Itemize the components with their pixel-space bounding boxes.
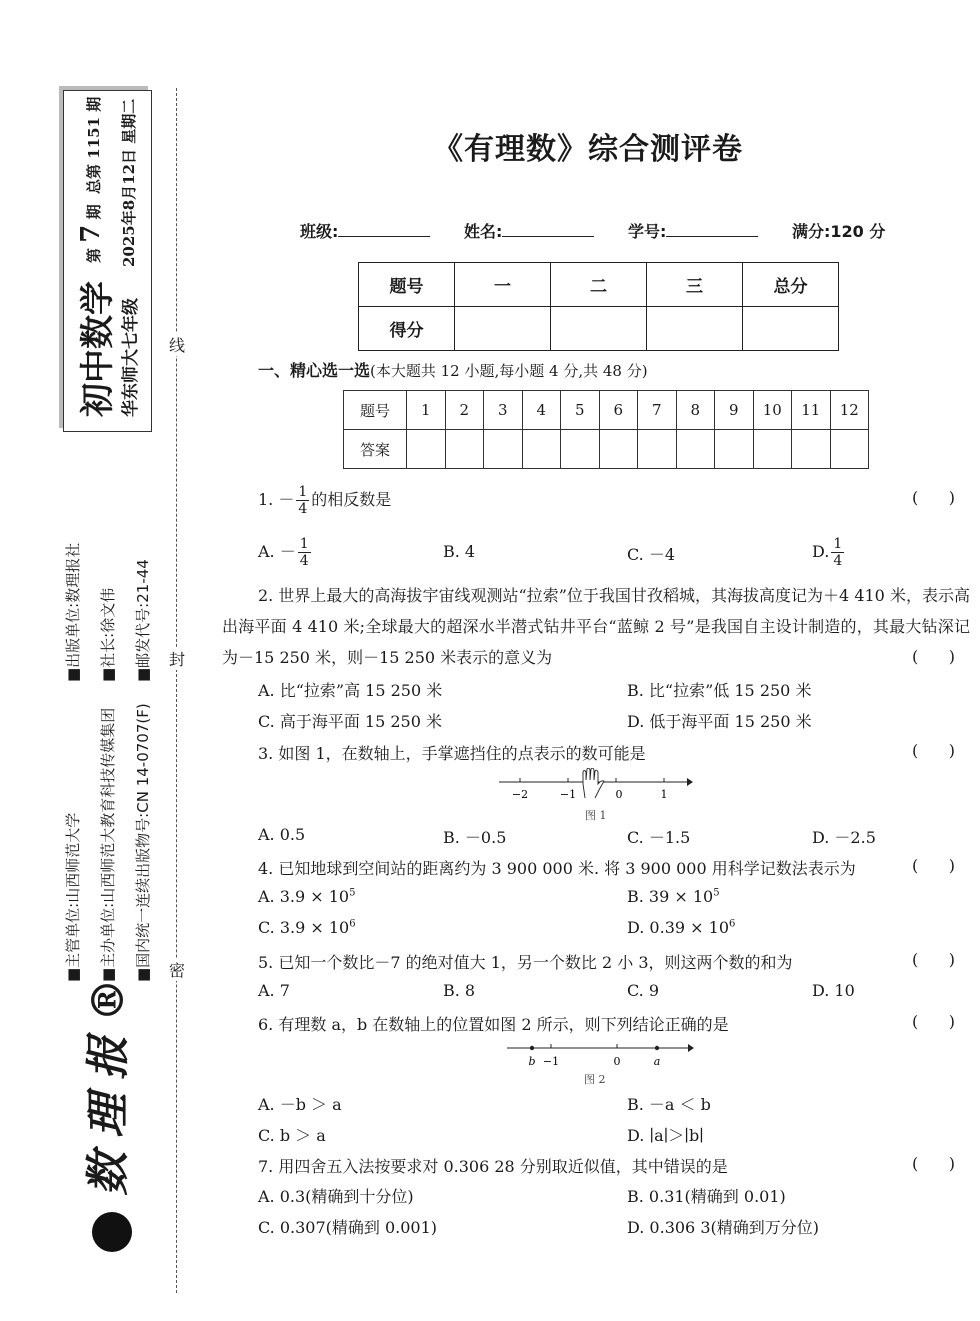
score-row-label: 得分 xyxy=(359,307,455,351)
info-postal-code: ■邮发代号:21-44 xyxy=(134,559,152,682)
score-cell[interactable] xyxy=(455,307,551,351)
issue-suffix: 期 xyxy=(85,204,103,220)
q3-option-a[interactable]: A. 0.5 xyxy=(258,825,306,844)
section-title: 一、精心选一选 xyxy=(258,361,371,380)
page-title: 《有理数》综合测评卷 xyxy=(433,132,743,167)
issue-prefix: 第 xyxy=(85,247,103,263)
score-header-cell: 题号 xyxy=(359,263,455,307)
score-header-cell: 二 xyxy=(551,263,647,307)
denominator: 4 xyxy=(833,553,843,569)
answer-header-label: 题号 xyxy=(344,391,407,430)
question-5: 5. 已知一个数比－7 的绝对值大 1，另一个数比 2 小 3，则这两个数的和为 xyxy=(258,953,793,972)
score-header-cell: 三 xyxy=(647,263,743,307)
q1-fraction xyxy=(296,484,309,517)
option-fraction xyxy=(298,536,311,569)
answer-number-cell: 10 xyxy=(753,391,792,430)
answer-cell[interactable] xyxy=(522,430,561,469)
answer-cell[interactable] xyxy=(753,430,792,469)
answer-cell[interactable] xyxy=(715,430,754,469)
question-1 xyxy=(258,484,391,517)
q6-option-b[interactable]: B. －a ＜ b xyxy=(627,1095,711,1114)
score-header-cell: 总分 xyxy=(743,263,839,307)
answer-cell[interactable] xyxy=(830,430,869,469)
q5-option-c[interactable]: C. 9 xyxy=(627,981,660,1000)
numerator: 1 xyxy=(298,484,308,500)
tick-label: −2 xyxy=(511,788,529,801)
full-score: 满分:120 分 xyxy=(791,222,886,241)
q6-option-c[interactable]: C. b ＞ a xyxy=(258,1126,326,1145)
axis-arrow-icon xyxy=(688,1044,694,1052)
answer-cell[interactable] xyxy=(599,430,638,469)
point-b xyxy=(530,1046,534,1050)
answer-number-cell: 2 xyxy=(445,391,484,430)
numerator: 1 xyxy=(299,536,309,552)
answer-cell[interactable] xyxy=(445,430,484,469)
question-6: 6. 有理数 a，b 在数轴上的位置如图 2 所示，则下列结论正确的是 xyxy=(258,1015,729,1034)
name-label: 姓名: xyxy=(463,222,503,241)
issue-number: 7 xyxy=(76,224,106,243)
q1-option-a[interactable] xyxy=(258,536,313,569)
q5-option-d[interactable]: D. 10 xyxy=(812,981,855,1000)
answer-table xyxy=(343,390,869,469)
seal-mark-line: 线 xyxy=(167,333,187,356)
q3-option-d[interactable]: D. －2.5 xyxy=(812,828,876,847)
q5-option-b[interactable]: B. 8 xyxy=(443,981,476,1000)
option-text: B. 39 × 10 xyxy=(627,887,714,906)
q1-suffix: 的相反数是 xyxy=(311,490,392,509)
exponent: 5 xyxy=(349,887,356,899)
student-id-field[interactable] xyxy=(666,222,758,237)
tick-label: 0 xyxy=(615,788,623,801)
q1-option-d[interactable] xyxy=(812,536,846,569)
answer-number-cell: 3 xyxy=(484,391,523,430)
option-prefix: A. － xyxy=(258,542,296,561)
denominator: 4 xyxy=(299,553,309,569)
name-field[interactable] xyxy=(502,222,594,237)
answer-number-cell: 7 xyxy=(638,391,677,430)
answer-parentheses: ( ) xyxy=(912,1012,955,1031)
figure-1-number-line xyxy=(495,768,695,804)
class-label: 班级: xyxy=(300,222,339,241)
hand-icon xyxy=(583,768,604,798)
q6-option-a[interactable]: A. －b ＞ a xyxy=(258,1095,342,1114)
question-7: 7. 用四舍五入法按要求对 0.306 28 分别取近似值，其中错误的是 xyxy=(258,1157,728,1176)
q4-option-b[interactable] xyxy=(627,887,720,906)
publisher-info xyxy=(58,454,154,982)
score-cell[interactable] xyxy=(647,307,743,351)
q5-option-a[interactable]: A. 7 xyxy=(258,981,290,1000)
q1-prefix: 1. － xyxy=(258,490,295,509)
info-publisher: ■出版单位:数理报社 xyxy=(64,542,82,682)
id-label: 学号: xyxy=(627,222,667,241)
answer-row-label: 答案 xyxy=(344,430,407,469)
q2-option-b[interactable]: B. 比“拉索”低 15 250 米 xyxy=(627,681,812,700)
answer-parentheses: ( ) xyxy=(912,950,955,969)
q7-option-b[interactable]: B. 0.31(精确到 0.01) xyxy=(627,1187,786,1206)
info-sponsor: ■主办单位:山西师范大教育科技传媒集团 xyxy=(99,707,117,982)
answer-number-cell: 1 xyxy=(407,391,446,430)
q7-option-c[interactable]: C. 0.307(精确到 0.001) xyxy=(258,1218,438,1237)
answer-cell[interactable] xyxy=(561,430,600,469)
exponent: 6 xyxy=(729,918,736,930)
q3-option-b[interactable]: B. －0.5 xyxy=(443,828,507,847)
answer-number-cell: 8 xyxy=(676,391,715,430)
answer-parentheses: ( ) xyxy=(912,488,955,507)
total-issue: 总第 1151 期 xyxy=(85,96,103,194)
q2-option-a[interactable]: A. 比“拉索”高 15 250 米 xyxy=(258,681,443,700)
answer-cell[interactable] xyxy=(407,430,446,469)
answer-parentheses: ( ) xyxy=(912,856,955,875)
answer-number-cell: 9 xyxy=(715,391,754,430)
q1-option-b[interactable]: B. 4 xyxy=(443,542,476,561)
point-a xyxy=(655,1046,659,1050)
answer-cell[interactable] xyxy=(484,430,523,469)
q1-option-c[interactable]: C. －4 xyxy=(627,545,676,564)
tick-label: −1 xyxy=(542,1055,560,1068)
answer-number-cell: 6 xyxy=(599,391,638,430)
q4-option-a[interactable] xyxy=(258,887,355,906)
tick-label: 0 xyxy=(613,1055,621,1068)
option-text: D. 0.39 × 10 xyxy=(627,918,729,937)
exponent: 5 xyxy=(713,887,720,899)
option-fraction xyxy=(831,536,844,569)
option-text: C. 3.9 × 10 xyxy=(258,918,350,937)
section-note: (本大题共 12 小题,每小题 4 分,共 48 分) xyxy=(370,362,648,380)
q4-option-d[interactable] xyxy=(627,918,735,937)
logo-emblem-icon xyxy=(92,1212,132,1252)
option-text: A. 3.9 × 10 xyxy=(258,887,350,906)
answer-number-cell: 11 xyxy=(792,391,831,430)
score-cell[interactable] xyxy=(743,307,839,351)
exponent: 6 xyxy=(349,918,356,930)
question-4: 4. 已知地球到空间站的距离约为 3 900 000 米. 将 3 900 000 用科学记数法表示为 xyxy=(258,859,856,878)
option-prefix: D. xyxy=(812,542,830,561)
q2-option-d[interactable]: D. 低于海平面 15 250 米 xyxy=(627,712,812,731)
figure-1-caption: 图 1 xyxy=(585,809,607,822)
question-3: 3. 如图 1，在数轴上，手掌遮挡住的点表示的数可能是 xyxy=(258,744,646,763)
answer-number-cell: 12 xyxy=(830,391,869,430)
seal-mark-seal: 封 xyxy=(167,647,187,670)
issue-date: 2025年8月12日 星期二 xyxy=(120,98,138,267)
q7-option-a[interactable]: A. 0.3(精确到十分位) xyxy=(258,1187,414,1206)
score-header-cell: 一 xyxy=(455,263,551,307)
question-2: 2. 世界上最大的高海拔宇宙线观测站“拉索”位于我国甘孜稻城，其海拔高度记为＋4 410 米，表示高出海平面 4 410 米;全球最大的超深水半潜式钻井平台“蓝鲸 2 号”是我国自主设计制造的，其最大钻深记为－15 250 米，则－15 250 米表示的意义为 xyxy=(222,586,970,667)
answer-cell[interactable] xyxy=(676,430,715,469)
tick-label: 1 xyxy=(660,788,668,801)
answer-number-cell: 4 xyxy=(522,391,561,430)
q2-option-c[interactable]: C. 高于海平面 15 250 米 xyxy=(258,712,443,731)
q3-option-c[interactable]: C. －1.5 xyxy=(627,828,691,847)
tick-label: −1 xyxy=(559,788,577,801)
binding-dashed-line xyxy=(176,88,177,1293)
axis-arrow-icon xyxy=(687,778,693,786)
class-field[interactable] xyxy=(338,222,430,237)
section-1-heading xyxy=(258,358,648,381)
student-info-line xyxy=(300,219,885,242)
info-cn-number: ■国内统一连续出版物号:CN 14-0707(F) xyxy=(134,703,152,982)
q6-option-d[interactable]: D. ∣a∣＞∣b∣ xyxy=(627,1126,704,1145)
edition: 华东师大七年级 xyxy=(121,298,141,417)
logo-text: 数理报® xyxy=(83,964,134,1196)
denominator: 4 xyxy=(298,501,308,517)
answer-cell[interactable] xyxy=(638,430,677,469)
answer-parentheses: ( ) xyxy=(912,647,955,666)
logo xyxy=(72,964,134,1252)
answer-number-cell: 5 xyxy=(561,391,600,430)
answer-cell[interactable] xyxy=(792,430,831,469)
q4-option-c[interactable] xyxy=(258,918,356,937)
figure-2-number-line xyxy=(505,1040,700,1072)
point-label: a xyxy=(653,1055,661,1068)
numerator: 1 xyxy=(833,536,843,552)
q7-option-d[interactable]: D. 0.306 3(精确到万分位) xyxy=(627,1218,819,1237)
brand-title: 初中数学 xyxy=(78,281,118,417)
seal-mark-secret: 密 xyxy=(167,958,187,981)
score-cell[interactable] xyxy=(551,307,647,351)
score-table xyxy=(358,262,839,351)
issue-info xyxy=(76,97,106,263)
figure-2-caption: 图 2 xyxy=(584,1073,606,1086)
answer-parentheses: ( ) xyxy=(912,741,955,760)
answer-parentheses: ( ) xyxy=(912,1154,955,1173)
masthead-box xyxy=(63,90,152,432)
info-supervisor: ■主管单位:山西师范大学 xyxy=(64,812,82,982)
info-director: ■社长:徐文伟 xyxy=(99,587,117,682)
point-label: b xyxy=(528,1055,536,1068)
